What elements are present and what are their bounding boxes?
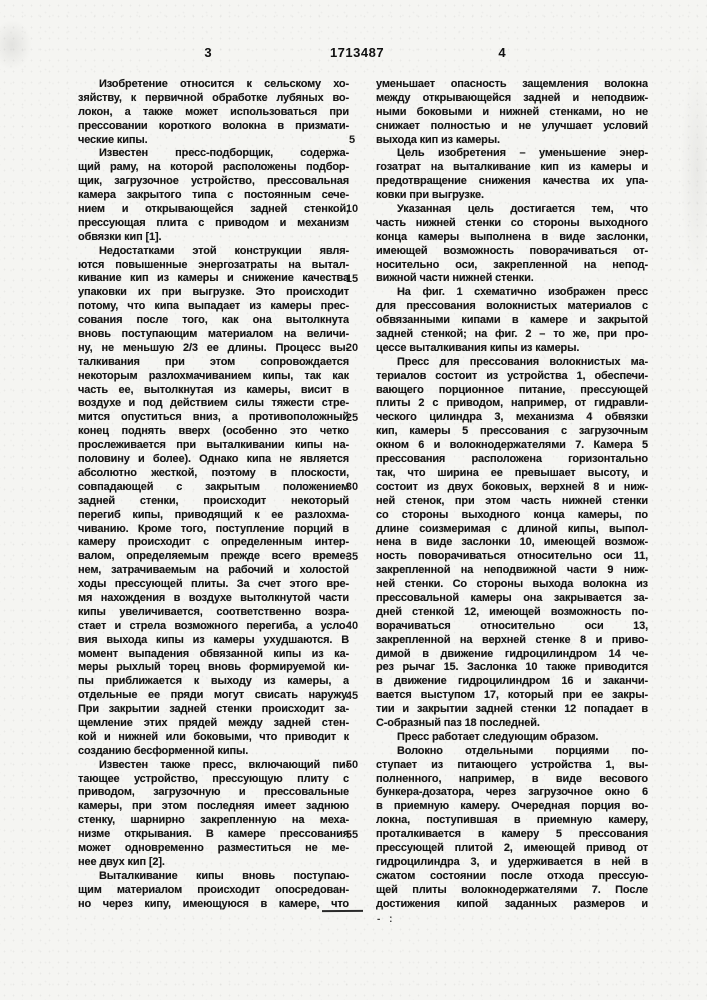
text-line: стает и стрела возможного перегиба, а усло- [78, 619, 349, 632]
text-line: конца камеры выполнена в виде заслонки, [376, 230, 648, 243]
text-line: камера закрытого типа с постоянным сече- [78, 189, 349, 202]
text-line: стенку, шарнирно закрепленную на меха- [78, 814, 349, 827]
text-line: нем, затрачиваемым на рабочий и холостой [78, 564, 349, 577]
text-line: При закрытии задней стенки происходит за- [78, 703, 349, 716]
text-line: достижения кипой заданных размеров и [376, 897, 648, 910]
text-line: Цель изобретения – уменьшение энер- [397, 147, 648, 160]
text-line: в приемную камеру. Очередная порция во- [376, 800, 648, 813]
text-line: воздухе и под действием силы тяжести стре- [78, 397, 349, 410]
text-line: дней стенкой 12, имеющей возможность по- [376, 605, 648, 618]
underline-artifact [322, 910, 363, 912]
line-number: 55 [345, 828, 359, 841]
text-line: Известен пресс-подборщик, содержа- [99, 147, 349, 160]
line-number: 15 [345, 272, 359, 285]
text-line: уменьшает опасность защемления волокна [376, 78, 648, 90]
text-line: проталкивается в камеру 5 прессования [376, 828, 648, 841]
text-line: На фиг. 1 схематично изображен пресс [397, 286, 648, 299]
text-line: щей плиты волокнодержателями 7. После [376, 883, 648, 896]
text-line: момент выпадения обвязанной кипы из ка- [78, 647, 349, 660]
text-line: сжатом состоянии после отхода прессую- [376, 869, 648, 882]
text-line: в движение гидроцилиндром 16 и заканчи- [376, 675, 648, 688]
line-number: 35 [345, 550, 359, 563]
text-line: локон, а также может использоваться при [78, 105, 349, 118]
line-number: 30 [345, 481, 359, 494]
text-line: ступает из питающего устройства 1, вы- [376, 758, 648, 771]
text-line: предотвращение снижения качества их упа- [376, 175, 648, 188]
text-line: прессовании короткого волокна в призмати- [78, 119, 349, 132]
text-line: задней стенки, происходит некоторый [78, 494, 349, 507]
scan-smudge [680, 60, 707, 280]
text-line: низме открывания. В камере прессования [78, 828, 349, 841]
text-line: абсолютно жесткой, поэтому в плоскости, [78, 466, 349, 479]
text-line: ковки при выгрузке. [376, 189, 484, 202]
text-line: вается выступом 17, который при ее закры- [376, 689, 648, 702]
text-line: ней стенок, при этом часть нижней стенки [376, 494, 648, 507]
text-line: приводом, загрузочную и прессовальные [78, 786, 349, 799]
text-line: обвязанными кипами в камере и закрытой [376, 314, 648, 327]
text-line: упаковки их при выгрузке. Это происходит [78, 286, 349, 299]
text-line: но через кипу, имеющуюся в камере, что [78, 897, 349, 910]
text-line: со стороны выходного конца камеры, по [376, 508, 648, 521]
text-line: С-образный паз 18 последней. [376, 716, 540, 729]
text-line: Указанная цель достигается тем, что [397, 203, 648, 216]
text-line: некоторым разлохмачиванием кипы, так как [78, 369, 349, 382]
text-line: гидроцилиндра 3, и удерживается в ней в [376, 855, 648, 868]
text-line: щий раму, на которой расположены подбор- [78, 161, 349, 174]
text-line: валом, определяемым прежде всего време- [78, 550, 349, 563]
text-line: закрепленной на верхней стенке 8 и приво- [376, 633, 648, 646]
text-line: ными боковыми и нижней стенками, но не [376, 105, 648, 118]
text-line: кип, камеры 5 прессования с загрузочным [376, 425, 648, 438]
text-line: длине соизмеримая с длиной кипы, выпол- [376, 522, 648, 535]
text-line: Пресс для прессования волокнистых ма- [397, 355, 648, 368]
text-line: потому, что кипа выпадает из камеры прес- [78, 300, 349, 313]
text-line: зяйству, к первичной обработке лубяных во- [78, 91, 349, 104]
text-line: прессовальной камеры она закрывается за- [376, 591, 648, 604]
line-number: 10 [345, 203, 359, 216]
text-line: ческие кипы. [78, 133, 148, 146]
text-line: цессе выталкивания кипы из камеры. [376, 341, 580, 354]
text-line: тии и закрытии задней стенки 12 попадает в [376, 703, 648, 716]
text-line: выхода кип из камеры. [376, 133, 500, 146]
text-line: прессования расположена горизонтально [376, 453, 648, 466]
text-line: рез рычаг 15. Заслонка 10 также приводится [376, 661, 648, 674]
text-line: конец поднять вверх (особенно это четко [78, 425, 349, 438]
text-line: ходы прессующей плиты. За счет этого вре- [78, 578, 349, 591]
text-line: задней стенкой; на фиг. 2 – то же, при про- [376, 328, 648, 341]
line-number: 45 [345, 689, 359, 702]
page-number-right: 4 [498, 45, 506, 60]
line-number: 40 [345, 620, 359, 633]
text-line: Волокно отдельными порциями по- [397, 744, 648, 757]
text-line: вия выхода кипы из камеры ухудшаются. В [78, 633, 349, 646]
scan-noise-mark: - : [377, 914, 396, 925]
text-line: бункера-дозатора, через загрузочное окно 6 [376, 786, 648, 799]
text-line: ются повышенные энергозатраты на вытал- [78, 258, 349, 271]
text-line: кой и нижней или боковыми, что приводит к [78, 730, 349, 743]
text-line: гозатрат на выталкивание кип из камеры и [376, 161, 648, 174]
text-line: тающее устройство, прессующую плиту с [78, 772, 349, 785]
text-line: димой в движение гидроцилиндром 14 че- [376, 647, 648, 660]
text-line: камеру происходит с определенным интер- [78, 536, 349, 549]
text-line: Недостатками этой конструкции явля- [99, 244, 349, 257]
text-line: ну, не меньшую 2/3 ее длины. Процесс вы- [78, 341, 349, 354]
text-line: совпадающей с закрытым положением [78, 480, 349, 493]
text-line: кипы увеличивается, соответственно возра- [78, 605, 349, 618]
text-line: снижает полностью и не улучшает условий [376, 119, 648, 132]
text-line: вижной части нижней стенки. [376, 272, 534, 285]
text-line: Выталкивание кипы вновь поступаю- [99, 869, 349, 882]
text-line: половину и более). Однако кипа не является [78, 453, 349, 466]
text-line: созданию бесформенной кипы. [78, 744, 249, 757]
text-line: так, что ширина ее превышает высоту, и [376, 466, 648, 479]
text-line: мится опуститься вниз, а противоположный [78, 411, 349, 424]
text-line: плиты 2 с приводом, например, от гидравли- [376, 397, 648, 410]
text-line: имеющей возможность поворачиваться от- [376, 244, 648, 257]
text-line: прессующей плитой 2, имеющей привод от [376, 841, 648, 854]
text-line: вающего порционное питание, прессующей [376, 383, 648, 396]
text-line: ческого цилиндра 3, механизма 4 обвязки [376, 411, 648, 424]
scan-smudge [0, 20, 32, 70]
text-line: прослеживается при выталкивании кипы на- [78, 439, 349, 452]
text-line: полненного, например, в виде весового [376, 772, 648, 785]
text-line: Известен также пресс, включающий пи- [99, 758, 349, 771]
text-line: Изобретение относится к сельскому хо- [99, 78, 349, 90]
patent-number: 1713487 [329, 45, 385, 60]
text-column-left [78, 78, 349, 911]
text-line: талкивания при этом сопровождается [78, 355, 349, 368]
text-line: нее двух кип [2]. [78, 855, 165, 868]
text-line: между открывающейся задней и неподвиж- [376, 91, 648, 104]
text-line: часть нижней стенки со стороны выходного [376, 216, 648, 229]
text-line: меры рыхлый торец вновь формируемой ки- [78, 661, 349, 674]
text-line: перегиб кипы, приводящий к ее разлохма- [78, 508, 349, 521]
text-line: нием и открывающейся задней стенкой, [78, 203, 349, 216]
text-line: мя нахождения в воздухе вытолкнутой части [78, 591, 349, 604]
line-number: 50 [345, 759, 359, 772]
text-line: нена в виде заслонки 10, имеющей возмож- [376, 536, 648, 549]
text-line: состоит из двух боковых, верхней 8 и ниж- [376, 480, 648, 493]
text-line: ность поворачиваться относительно оси 11, [376, 550, 648, 563]
text-line: ней стенки. Со стороны выхода волокна из [376, 578, 648, 591]
text-line: ворачиваться относительно оси 13, [376, 619, 648, 632]
text-line: прессующая плита с приводом и механизм [78, 216, 349, 229]
text-line: вновь поступающим материалом на величи- [78, 328, 349, 341]
text-line: для прессования волокнистых материалов с [376, 300, 648, 313]
text-line: локна, поступившая в приемную камеру, [376, 814, 648, 827]
text-line: щим материалом происходит опосредован- [78, 883, 349, 896]
text-line: сования после того, как она вытолкнута [78, 314, 349, 327]
text-line: может одновременно разместиться не ме- [78, 841, 349, 854]
text-line: щик, загрузочное устройство, прессовальная [78, 175, 349, 188]
text-line: пы приближается к выходу из камеры, а [78, 675, 349, 688]
text-line: чиванию. Кроме того, поступление порций в [78, 522, 349, 535]
line-number: 20 [345, 342, 359, 355]
text-line: окном 6 и волокнодержателями 7. Камера 5 [376, 439, 648, 452]
line-number: 5 [348, 133, 356, 146]
line-number: 25 [345, 411, 359, 424]
page-number-left: 3 [204, 45, 212, 60]
text-line: кивание кип из камеры и снижение качества [78, 272, 349, 285]
text-line: Пресс работает следующим образом. [397, 730, 599, 743]
text-line: камеры, при этом последняя имеет заднюю [78, 800, 349, 813]
text-column-right [376, 78, 648, 911]
text-line: териалов состоит из устройства 1, обеспечи- [376, 369, 648, 382]
text-line: носительно оси, закрепленной на непод- [376, 258, 648, 271]
text-line: щемление этих прядей между задней стен- [78, 716, 349, 729]
text-line: отдельные ее пряди могут свисать наружу. [78, 689, 349, 702]
text-line: обвязки кип [1]. [78, 230, 162, 243]
text-line: часть ее, вытолкнутая из камеры, висит в [78, 383, 349, 396]
text-line: закрепленной на неподвижной части 9 ниж- [376, 564, 648, 577]
